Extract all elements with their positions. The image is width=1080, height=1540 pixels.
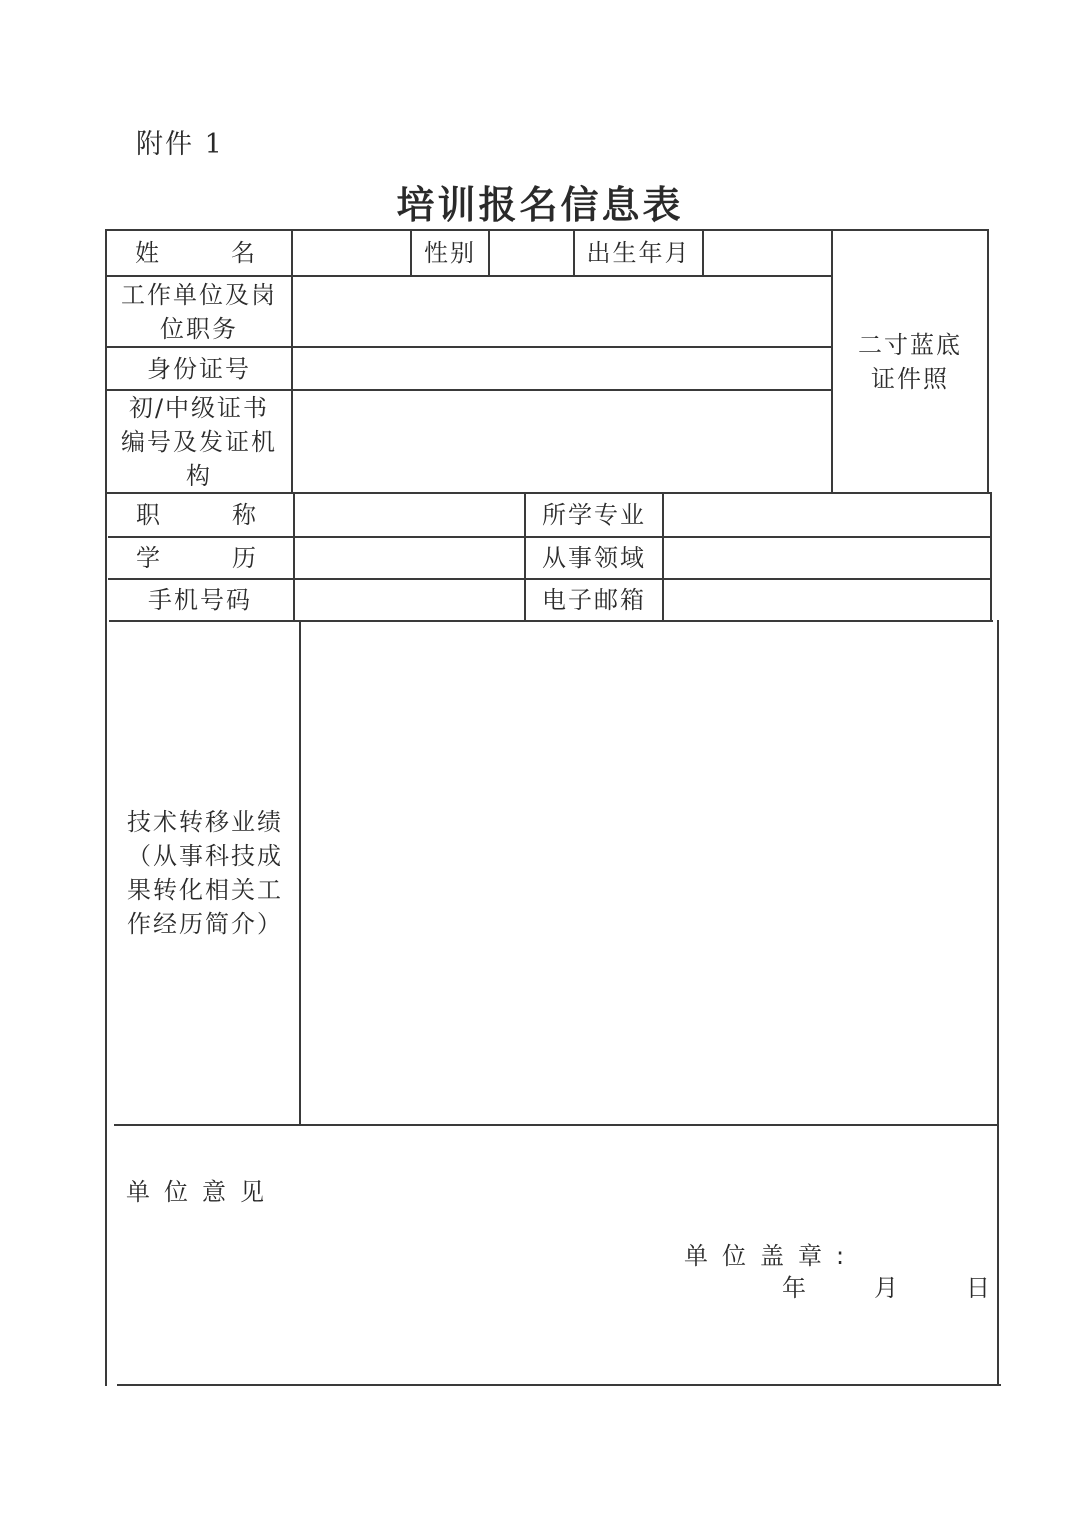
border-right [987,229,989,493]
border-right [997,620,999,1386]
certificate-value[interactable] [293,391,831,492]
name-label: 姓 名 [135,239,263,267]
certificate-label: 初/中级证书 编号及发证机 构 [121,393,277,490]
form-title: 培训报名信息表 [396,183,684,227]
major-label: 所学专业 [542,501,646,529]
work-unit-label: 工作单位及岗 位职务 [121,280,277,343]
job-title-value[interactable] [295,494,524,536]
phone-value[interactable] [295,580,524,620]
date-day: 日 [966,1274,990,1302]
field-label: 从事领域 [542,544,646,572]
phone-label: 手机号码 [148,586,252,614]
email-value[interactable] [664,580,990,620]
photo-placeholder[interactable]: 二寸蓝底 证件照 [858,330,962,393]
birth-label: 出生年月 [586,239,691,267]
major-value[interactable] [664,494,990,536]
seal-label: 单位盖章: [684,1242,859,1270]
opinion-value[interactable] [120,1210,996,1370]
achievement-label: 技术转移业绩 （从事科技成 果转化相关工 作经历简介） [127,808,283,938]
id-number-value[interactable] [293,348,831,389]
name-value[interactable] [293,231,410,275]
achievement-value[interactable] [301,622,997,1124]
education-value[interactable] [295,538,524,578]
opinion-label: 单位意见 [126,1178,278,1206]
id-number-label: 身份证号 [147,354,251,383]
date-month: 月 [874,1274,898,1302]
email-label: 电子邮箱 [542,586,646,614]
work-unit-value[interactable] [293,277,831,346]
education-label: 学 历 [136,544,264,572]
field-value[interactable] [664,538,990,578]
border-right [990,492,992,622]
birth-value[interactable] [704,231,831,275]
attachment-label: 附件 1 [136,129,224,160]
gender-value[interactable] [490,231,573,275]
date-year: 年 [782,1274,806,1302]
border-bottom [117,1384,1001,1386]
job-title-label: 职 称 [136,501,264,529]
row-line [114,1124,998,1126]
gender-label: 性别 [424,239,476,267]
